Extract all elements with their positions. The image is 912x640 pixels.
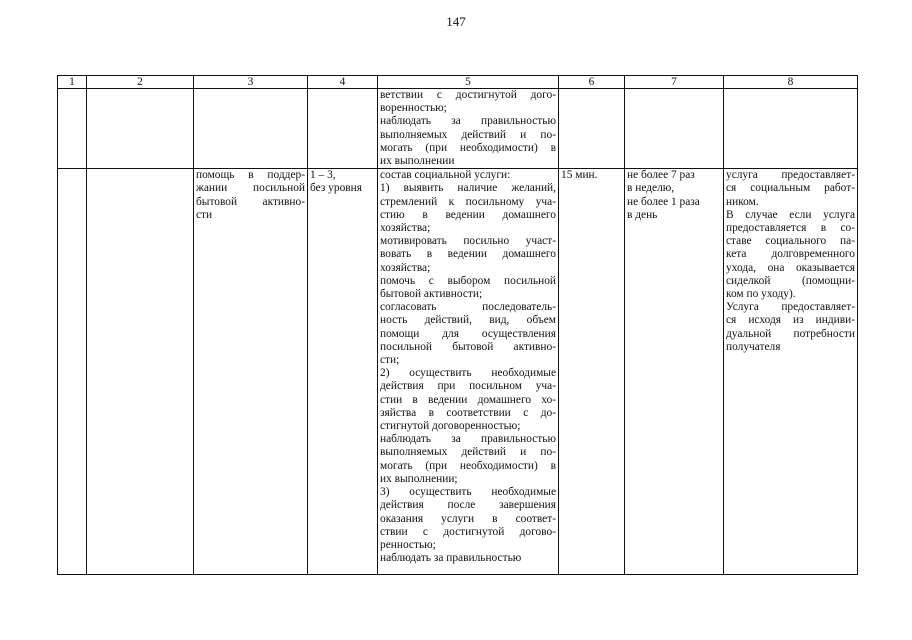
- cell-line: 2) осуществить необходимые: [380, 367, 556, 380]
- header-col-3: 3: [194, 76, 308, 89]
- cell-line: стигнутой договоренностью;: [380, 420, 521, 433]
- cell-line: В случае если услуга: [726, 208, 855, 221]
- cell-line: ком по уходу).: [726, 288, 796, 301]
- cell-line: воренностью;: [380, 102, 447, 115]
- cell-line: мотивировать посильно участ-: [380, 235, 556, 248]
- cell-line: в неделю,: [627, 182, 675, 195]
- cell-line: ухода, она оказывается: [726, 261, 855, 274]
- cell-line: ся исходя из индиви-: [726, 314, 855, 327]
- cell-line: согласовать последователь-: [380, 301, 556, 314]
- cell-line: могать (при необходимости) в: [380, 141, 556, 154]
- service-level: [310, 169, 375, 195]
- cell-line: стии в ведении домашнего хо-: [380, 393, 556, 406]
- cell-line: выполняемых действий и по-: [380, 446, 556, 459]
- cell-line: их выполнении;: [380, 472, 458, 485]
- cell-line: их выполнении: [380, 155, 455, 168]
- cell-line: 3) осуществить необходимые: [380, 486, 556, 499]
- page-number: 147: [446, 14, 466, 29]
- cell-line: в день: [627, 208, 658, 221]
- cell-line: состав социальной услуги:: [380, 169, 511, 182]
- cell-line: бытовой активности;: [380, 288, 483, 301]
- cell-line: без уровня: [310, 182, 362, 195]
- services-table: [57, 75, 858, 575]
- cell-line: стремлений к посильному уча-: [380, 195, 556, 208]
- row2-col4: [308, 169, 378, 575]
- cell-line: оказания услуги в соответ-: [380, 512, 556, 525]
- table-row: [58, 169, 858, 575]
- header-col-7: 7: [625, 76, 724, 89]
- row2-col2: [87, 169, 194, 575]
- cell-line: хозяйства;: [380, 261, 431, 274]
- header-col-8: 8: [724, 76, 858, 89]
- cell-line: 1) выявить наличие желаний,: [380, 182, 556, 195]
- row2-col3: [194, 169, 308, 575]
- cell-line: сти;: [380, 354, 400, 367]
- cell-line: предоставляется в со-: [726, 222, 855, 235]
- cell-line: наблюдать за правильностью: [380, 433, 556, 446]
- cell-line: выполняемых действий и по-: [380, 128, 556, 141]
- row2-col8: [724, 169, 858, 575]
- cell-line: бытовой активно-: [196, 195, 305, 208]
- row1-service-description: [380, 89, 556, 168]
- row2-col6: [559, 169, 625, 575]
- cell-line: ставе социального па-: [726, 235, 855, 248]
- cell-line: могать (при необходимости) в: [380, 459, 556, 472]
- header-row: [58, 76, 858, 89]
- row2-col1: [58, 169, 87, 575]
- table-row: [58, 89, 858, 169]
- cell-line: 1 – 3,: [310, 169, 336, 182]
- cell-line: услуга предоставляет-: [726, 169, 855, 182]
- header-col-5: 5: [378, 76, 559, 89]
- cell-line: ветствии с достигнутой дого-: [380, 89, 556, 101]
- row2-col5: [378, 169, 559, 575]
- header-col-2: 2: [87, 76, 194, 89]
- cell-line: дуальной потребности: [726, 327, 855, 340]
- row1-col5: [378, 89, 559, 169]
- cell-line: наблюдать за правильностью: [380, 552, 522, 565]
- cell-line: помочь с выбором посильной: [380, 274, 556, 287]
- row1-col2: [87, 89, 194, 169]
- cell-line: сти: [196, 208, 213, 221]
- cell-line: не более 7 раз: [627, 169, 695, 182]
- cell-line: наблюдать за правильностью: [380, 115, 556, 128]
- cell-line: помощь в поддер-: [196, 169, 305, 182]
- cell-line: получателя: [726, 340, 781, 353]
- cell-line: стию в ведении домашнего: [380, 208, 556, 221]
- row1-col1: [58, 89, 87, 169]
- row1-col3: [194, 89, 308, 169]
- row1-col8: [724, 89, 858, 169]
- cell-line: зяйства в соответствии с до-: [380, 406, 556, 419]
- cell-line: действия при посильном уча-: [380, 380, 556, 393]
- row1-col4: [308, 89, 378, 169]
- cell-line: ность действий, вид, объем: [380, 314, 556, 327]
- cell-line: хозяйства;: [380, 222, 431, 235]
- header-col-4: 4: [308, 76, 378, 89]
- cell-line: 15 мин.: [561, 169, 598, 182]
- row1-col6: [559, 89, 625, 169]
- row1-col7: [625, 89, 724, 169]
- cell-line: не более 1 раза: [627, 195, 700, 208]
- service-composition: [380, 169, 556, 565]
- header-col-6: 6: [559, 76, 625, 89]
- service-notes: [726, 169, 855, 354]
- cell-line: действия после завершения: [380, 499, 556, 512]
- service-frequency: [627, 169, 721, 222]
- header-col-1: 1: [58, 76, 87, 89]
- cell-line: ренностью;: [380, 538, 436, 551]
- cell-line: Услуга предоставляет-: [726, 301, 855, 314]
- cell-line: жании посильной: [196, 182, 305, 195]
- cell-line: посильной бытовой активно-: [380, 340, 556, 353]
- cell-line: ся социальным работ-: [726, 182, 855, 195]
- service-duration: [561, 169, 622, 182]
- cell-line: вовать в ведении домашнего: [380, 248, 556, 261]
- cell-line: сиделкой (помощни-: [726, 274, 855, 287]
- cell-line: кета долговременного: [726, 248, 855, 261]
- row2-col7: [625, 169, 724, 575]
- cell-line: ствии с достигнутой догово-: [380, 525, 556, 538]
- cell-line: ником.: [726, 195, 759, 208]
- cell-line: помощи для осуществления: [380, 327, 556, 340]
- service-name: [196, 169, 305, 222]
